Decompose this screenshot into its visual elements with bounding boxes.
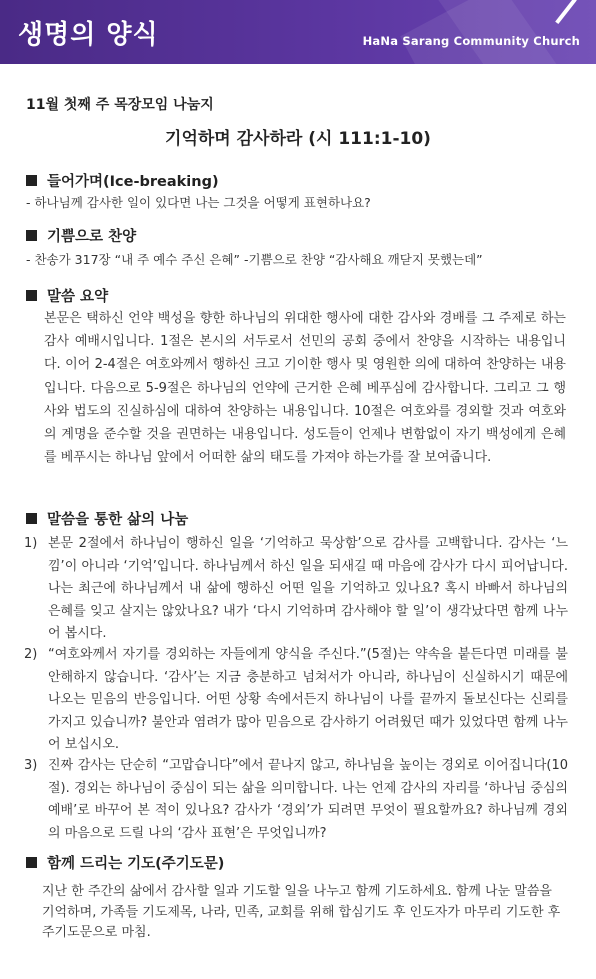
sermon-title: 기억하며 감사하라 (시 111:1-10) bbox=[165, 129, 431, 149]
item-number: 2) bbox=[24, 647, 38, 662]
square-bullet-icon bbox=[26, 175, 37, 186]
bulletin-title: 생명의 양식 bbox=[18, 20, 159, 50]
icebreak-question: - 하나님께 감사한 일이 있다면 나는 그것을 어떻게 표현하나요? bbox=[26, 195, 371, 210]
item-number: 3) bbox=[24, 758, 38, 773]
discussion-question: 본문 2절에서 하나님이 행하신 일을 ‘기억하고 묵상함’으로 감사를 고백합니다. 감사는 ‘느낌’이 아니라 ‘기억’입니다. 하나님께서 하신 일을 되새길 때 마음에 감사가 다시 피어납니다. 나는 최근에 하나님께서 내 삶에 행하신 어떤 일을 기억하고 있나요? 혹시 바빠서 하나님의 은혜를 잊고 살지는 않았나요? 내가 ‘다시 기억하며 감사해야 할 일’이 생각났다면 함께 나누어 봅시다. bbox=[48, 536, 568, 642]
praise-heading: 기쁨으로 찬양 bbox=[26, 225, 136, 246]
discussion-question: “여호와께서 자기를 경외하는 자들에게 양식을 주신다.”(5절)는 약속을 붙든다면 미래를 불안해하지 않습니다. ‘감사’는 지금 충분하고 넘쳐서가 아니라, 하나님이 신실하시기 때문에 나오는 믿음의 반응입니다. 어떤 상황 속에서든지 하나님이 나를 끝까지 돌보신다는 신뢰를 가지고 있습니까? 불안과 염려가 많아 믿음으로 감사하기 어려웠던 때가 있었다면 함께 나누어 보십시오. bbox=[48, 647, 568, 753]
summary-text: 본문은 택하신 언약 백성을 향한 하나님의 위대한 행사에 대한 감사와 경배를 그 주제로 하는 감사 예배시입니다. 1절은 본시의 서두로서 선민의 공회 중에서 찬양을 시작하는 내용입니다. 이어 2-4절은 여호와께서 행하신 크고 기이한 행사 및 영원한 의에 대하여 찬양하는 내용입니다. 다음으로 5-9절은 하나님의 언약에 근거한 은혜 베푸심에 감사합니다. 그리고 그 행사와 법도의 진실하심에 대하여 찬양하는 내용입니다. 10절은 여호와를 경외할 것과 여호와의 계명을 준수할 것을 권면하는 내용입니다. 성도들이 언제나 변함없이 자기 백성에게 은혜를 베푸시는 하나님 앞에서 어떠한 삶의 태도를 가져야 하는가를 잘 보여줍니다. bbox=[44, 311, 566, 466]
praise-songs: - 찬송가 317장 “내 주 예수 주신 은혜” -기쁨으로 찬양 “감사해요 깨닫지 못했는데” bbox=[26, 252, 483, 267]
square-bullet-icon bbox=[26, 230, 37, 241]
meeting-subtitle: 11월 첫째 주 목장모임 나눔지 bbox=[26, 97, 214, 113]
prayer-heading: 함께 드리는 기도(주기도문) bbox=[26, 852, 224, 873]
life-sharing-heading: 말씀을 통한 삶의 나눔 bbox=[26, 508, 188, 529]
header-banner bbox=[0, 0, 596, 64]
discussion-question: 진짜 감사는 단순히 “고맙습니다”에서 끝나지 않고, 하나님을 높이는 경외로 이어집니다(10절). 경외는 하나님이 중심이 되는 삶을 의미합니다. 나는 언제 감사의 자리를 ‘하나님 중심의 예배’로 바꾸어 본 적이 있나요? 감사가 ‘경외’가 되려면 무엇이 필요할까요? 하나님께 경외의 마음으로 드릴 나의 ‘감사 표현’은 무엇입니까? bbox=[48, 758, 568, 841]
prayer-instructions: 지난 한 주간의 삶에서 감사할 일과 기도할 일을 나누고 함께 기도하세요. 함께 나눈 말씀을 기억하며, 가족들 기도제목, 나라, 민족, 교회를 위해 합심기도 후 인도자가 마무리 기도한 후 주기도문으로 마침. bbox=[42, 884, 561, 940]
square-bullet-icon bbox=[26, 857, 37, 868]
square-bullet-icon bbox=[26, 290, 37, 301]
icebreak-heading: 들어가며(Ice-breaking) bbox=[26, 170, 219, 191]
square-bullet-icon bbox=[26, 513, 37, 524]
church-name: HaNa Sarang Community Church bbox=[362, 34, 580, 48]
summary-heading: 말씀 요약 bbox=[26, 285, 108, 306]
item-number: 1) bbox=[24, 536, 38, 551]
